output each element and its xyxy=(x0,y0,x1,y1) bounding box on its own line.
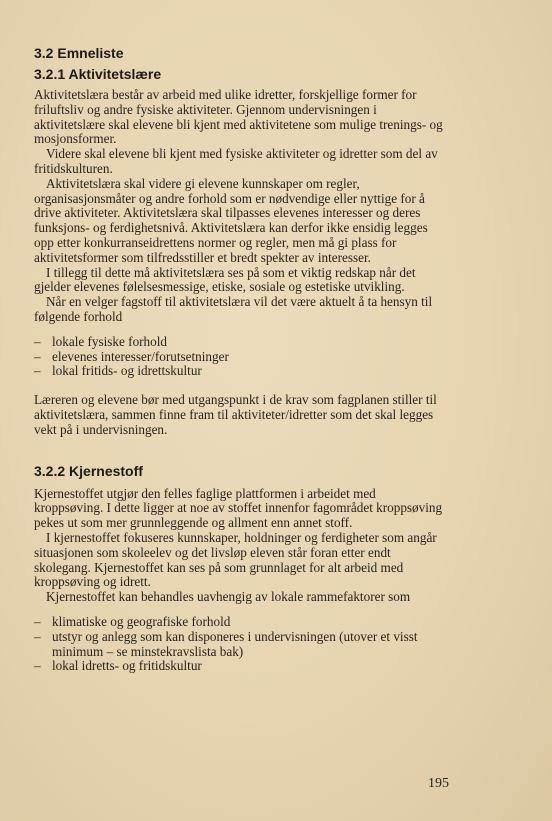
page-content xyxy=(34,44,446,688)
list-item: – utstyr og anlegg som kan disponeres i undervisningen (utover et visst minimum – se minstekravslista bak) xyxy=(34,630,446,660)
list-item: – klimatiske og geografiske forhold xyxy=(34,615,446,630)
page-number: 195 xyxy=(428,776,449,791)
list-item: – lokale fysiske forhold xyxy=(34,335,446,350)
list-item: – lokal idretts- og fritidskultur xyxy=(34,659,446,674)
paragraph: I tillegg til dette må aktivitetslæra ses på som et viktig redskap når det gjelder elevenes følelsesmessige, etiske, sosiale og estetiske utvikling. xyxy=(34,264,416,295)
framework-factor-list xyxy=(34,615,446,674)
section-heading: 3.2 Emneliste xyxy=(34,45,124,61)
subsection-heading-aktivitetslaere: 3.2.1 Aktivitetslære xyxy=(34,66,162,82)
list-item: – elevenes interesser/forutsetninger xyxy=(34,350,446,365)
subsection-heading-kjernestoff: 3.2.2 Kjernestoff xyxy=(34,462,143,479)
list-item: – lokal fritids- og idrettskultur xyxy=(34,364,446,379)
paragraph: Når en velger fagstoff til aktivitetslæra vil det være aktuelt å ta hensyn til følgende forhold xyxy=(34,294,433,324)
paragraph: Kjernestoffet kan behandles uavhengig av lokale rammefaktorer som xyxy=(46,589,411,605)
paragraph: Læreren og elevene bør med utgangspunkt i de krav som fagplanen stiller til aktivitetslæra, sammen finne fram til aktiviteter/idretter som det skal legges vekt på i undervisningen. xyxy=(34,392,437,437)
paragraph: Kjernestoffet utgjør den felles faglige plattformen i arbeidet med kroppsøving. I dette ligger at noe av stoffet innenfor fagområdet kroppsøving pekes ut som mer grunnleggende og allment enn annet stoff. xyxy=(34,485,443,531)
paragraph: Aktivitetslæra skal videre gi elevene kunnskaper om regler, organisasjonsmåter og andre forhold som er nødvendige eller nyttige for å drive aktiviteter. Aktivitetslæra skal tilpasses elevenes interesser og deres funksjons- og ferdighetsnivå. Aktivitetslæra kan derfor ikke ensidig legges opp etter konkurranseidrettens normer og regler, men må gi plass for aktivitetsformer som tilfredsstiller et bredt spekter av interesser. xyxy=(34,175,428,265)
paragraph: I kjernestoffet fokuseres kunnskaper, holdninger og ferdigheter som angår situasjonen som skoleelev og det livsløp eleven står foran etter endt skolegang. Kjernestoffet kan ses på som grunnlaget for alt arbeid med kroppsøving og idrett. xyxy=(34,529,437,590)
paragraph: Aktivitetslæra består av arbeid med ulike idretter, forskjellige former for friluftsliv og andre fysiske aktiviteter. Gjennom undervisningen i aktivitetslære skal elevene bli kjent med aktivitetene som mulige trenings- og mosjonsformer. xyxy=(34,87,443,147)
paragraph: Videre skal elevene bli kjent med fysiske aktiviteter og idretter som del av fritidskulturen. xyxy=(34,146,438,176)
factor-list xyxy=(34,335,446,379)
